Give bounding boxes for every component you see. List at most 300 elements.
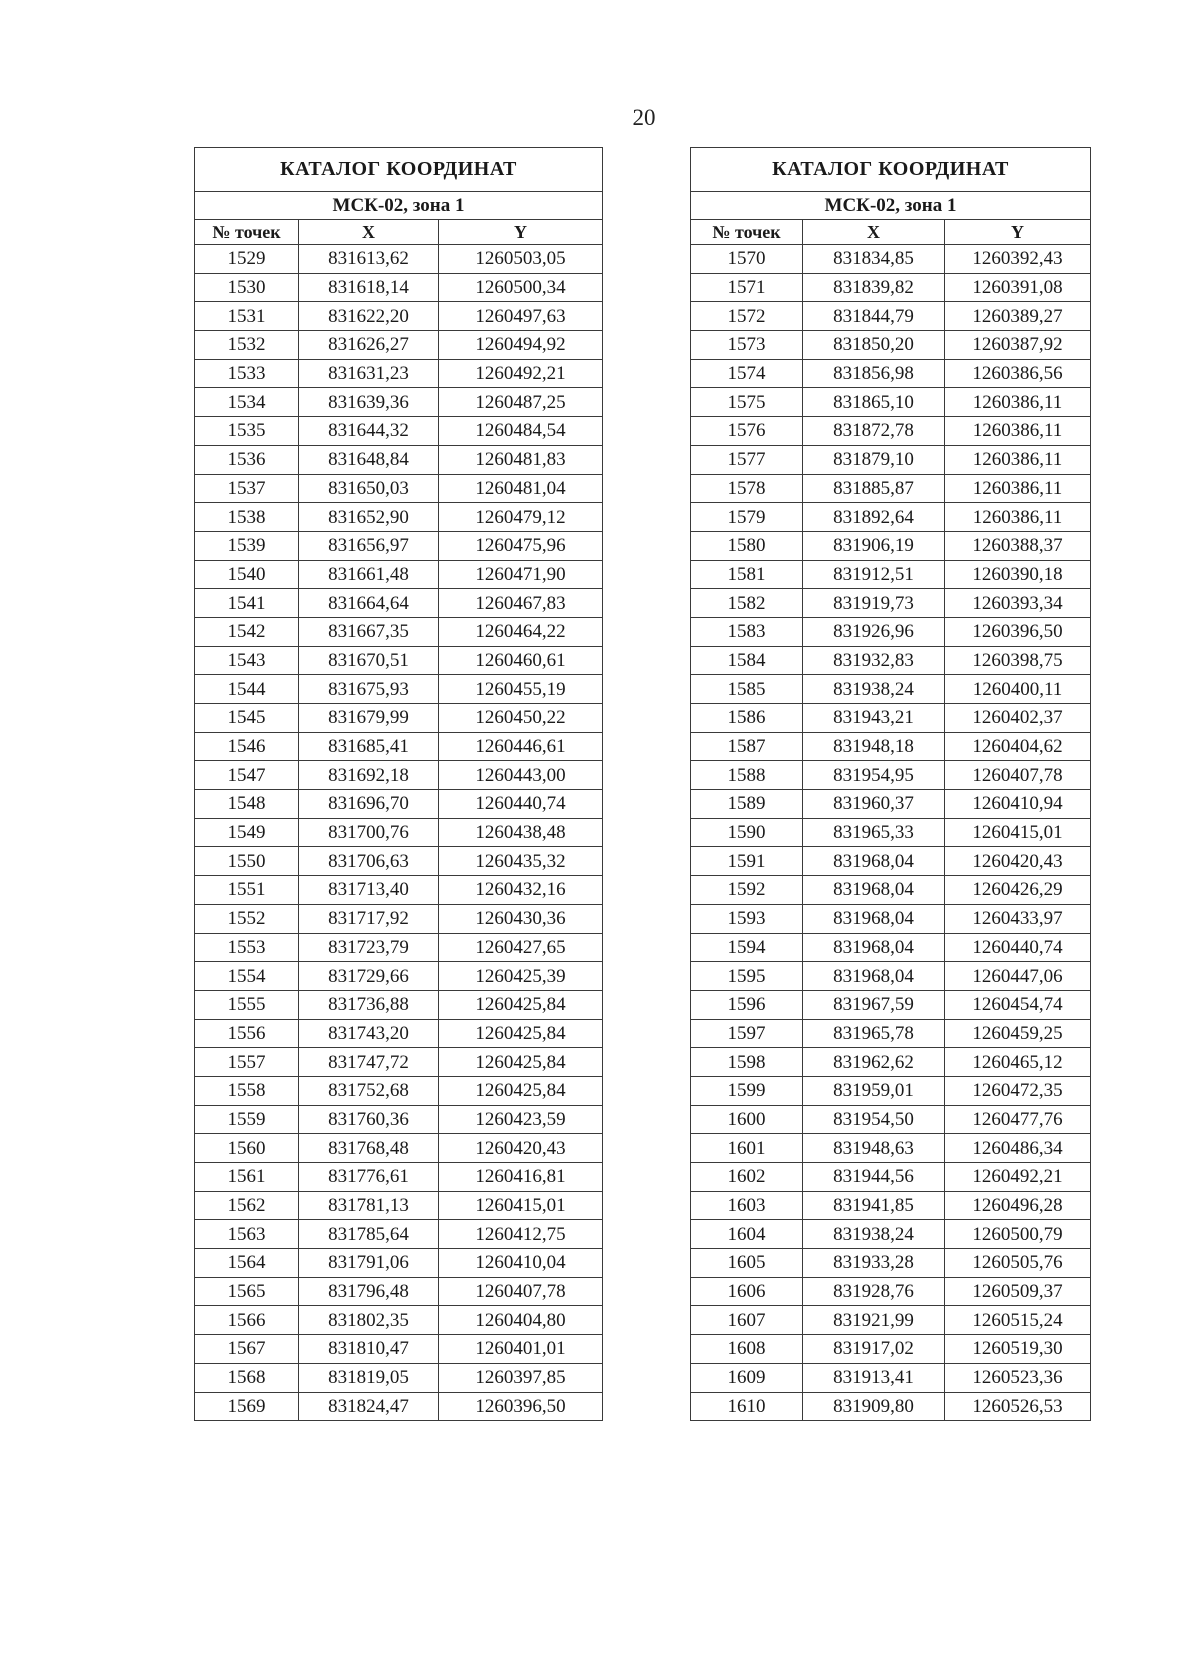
point-number-cell: 1575 [691, 388, 803, 417]
table-row [195, 245, 603, 274]
point-number-cell: 1608 [691, 1335, 803, 1364]
point-number-cell: 1590 [691, 818, 803, 847]
table-row [195, 388, 603, 417]
point-number-cell: 1593 [691, 904, 803, 933]
point-number-cell: 1554 [195, 962, 299, 991]
x-coordinate-cell: 831743,20 [299, 1019, 439, 1048]
point-number-cell: 1596 [691, 990, 803, 1019]
x-coordinate-cell: 831622,20 [299, 302, 439, 331]
point-number-cell: 1577 [691, 445, 803, 474]
x-coordinate-cell: 831865,10 [803, 388, 945, 417]
table-title: КАТАЛОГ КООРДИНАТ [691, 148, 1091, 192]
y-coordinate-cell: 1260400,11 [945, 675, 1091, 704]
point-number-cell: 1533 [195, 359, 299, 388]
y-coordinate-cell: 1260392,43 [945, 245, 1091, 274]
coordinate-catalog-table [194, 147, 603, 1421]
point-number-cell: 1576 [691, 417, 803, 446]
table-row [195, 904, 603, 933]
x-coordinate-cell: 831968,04 [803, 933, 945, 962]
y-coordinate-cell: 1260450,22 [439, 704, 603, 733]
table-row [691, 1134, 1091, 1163]
y-coordinate-cell: 1260500,34 [439, 273, 603, 302]
point-number-cell: 1571 [691, 273, 803, 302]
y-coordinate-cell: 1260391,08 [945, 273, 1091, 302]
y-coordinate-cell: 1260389,27 [945, 302, 1091, 331]
y-coordinate-cell: 1260477,76 [945, 1105, 1091, 1134]
point-number-cell: 1552 [195, 904, 299, 933]
table-title: КАТАЛОГ КООРДИНАТ [195, 148, 603, 192]
table-row [195, 962, 603, 991]
x-coordinate-cell: 831913,41 [803, 1363, 945, 1392]
point-number-cell: 1535 [195, 417, 299, 446]
y-coordinate-cell: 1260410,04 [439, 1249, 603, 1278]
y-coordinate-cell: 1260440,74 [945, 933, 1091, 962]
point-number-cell: 1544 [195, 675, 299, 704]
y-coordinate-cell: 1260438,48 [439, 818, 603, 847]
x-coordinate-cell: 831948,63 [803, 1134, 945, 1163]
x-coordinate-cell: 831926,96 [803, 617, 945, 646]
x-coordinate-cell: 831675,93 [299, 675, 439, 704]
table-row [195, 818, 603, 847]
point-number-cell: 1545 [195, 704, 299, 733]
coordinate-catalog-table [690, 147, 1091, 1421]
y-coordinate-cell: 1260486,34 [945, 1134, 1091, 1163]
x-coordinate-cell: 831661,48 [299, 560, 439, 589]
table-row [691, 1335, 1091, 1364]
y-coordinate-cell: 1260460,61 [439, 646, 603, 675]
point-number-cell: 1543 [195, 646, 299, 675]
table-row [691, 1191, 1091, 1220]
y-coordinate-cell: 1260447,06 [945, 962, 1091, 991]
y-coordinate-cell: 1260472,35 [945, 1076, 1091, 1105]
x-coordinate-cell: 831656,97 [299, 531, 439, 560]
y-coordinate-cell: 1260503,05 [439, 245, 603, 274]
y-coordinate-cell: 1260459,25 [945, 1019, 1091, 1048]
point-number-cell: 1597 [691, 1019, 803, 1048]
table-row [691, 273, 1091, 302]
y-coordinate-cell: 1260496,28 [945, 1191, 1091, 1220]
y-coordinate-cell: 1260500,79 [945, 1220, 1091, 1249]
y-coordinate-cell: 1260390,18 [945, 560, 1091, 589]
table-row [195, 1076, 603, 1105]
y-coordinate-cell: 1260425,84 [439, 1076, 603, 1105]
table-row [691, 646, 1091, 675]
point-number-cell: 1603 [691, 1191, 803, 1220]
y-coordinate-cell: 1260454,74 [945, 990, 1091, 1019]
y-coordinate-cell: 1260425,39 [439, 962, 603, 991]
y-coordinate-cell: 1260487,25 [439, 388, 603, 417]
x-coordinate-cell: 831844,79 [803, 302, 945, 331]
x-coordinate-cell: 831824,47 [299, 1392, 439, 1421]
table-row [195, 876, 603, 905]
point-number-cell: 1558 [195, 1076, 299, 1105]
table-row [195, 560, 603, 589]
table-row [195, 1134, 603, 1163]
point-number-cell: 1585 [691, 675, 803, 704]
x-coordinate-cell: 831921,99 [803, 1306, 945, 1335]
y-coordinate-cell: 1260446,61 [439, 732, 603, 761]
x-coordinate-cell: 831785,64 [299, 1220, 439, 1249]
x-coordinate-cell: 831965,78 [803, 1019, 945, 1048]
point-number-cell: 1600 [691, 1105, 803, 1134]
point-number-cell: 1579 [691, 503, 803, 532]
table-row [195, 1105, 603, 1134]
table-row [195, 1191, 603, 1220]
point-number-cell: 1537 [195, 474, 299, 503]
y-coordinate-cell: 1260386,11 [945, 445, 1091, 474]
x-coordinate-cell: 831768,48 [299, 1134, 439, 1163]
y-coordinate-cell: 1260492,21 [439, 359, 603, 388]
point-number-cell: 1550 [195, 847, 299, 876]
x-coordinate-cell: 831664,64 [299, 589, 439, 618]
x-coordinate-cell: 831713,40 [299, 876, 439, 905]
x-coordinate-cell: 831760,36 [299, 1105, 439, 1134]
point-number-cell: 1557 [195, 1048, 299, 1077]
x-coordinate-cell: 831736,88 [299, 990, 439, 1019]
point-number-cell: 1587 [691, 732, 803, 761]
table-row [195, 1220, 603, 1249]
point-number-cell: 1589 [691, 790, 803, 819]
x-coordinate-cell: 831965,33 [803, 818, 945, 847]
point-number-cell: 1560 [195, 1134, 299, 1163]
x-coordinate-cell: 831650,03 [299, 474, 439, 503]
point-number-cell: 1555 [195, 990, 299, 1019]
y-coordinate-cell: 1260505,76 [945, 1249, 1091, 1278]
x-coordinate-cell: 831917,02 [803, 1335, 945, 1364]
y-coordinate-cell: 1260401,01 [439, 1335, 603, 1364]
point-number-cell: 1598 [691, 1048, 803, 1077]
table-row [691, 704, 1091, 733]
x-coordinate-cell: 831692,18 [299, 761, 439, 790]
y-coordinate-cell: 1260426,29 [945, 876, 1091, 905]
y-coordinate-cell: 1260386,56 [945, 359, 1091, 388]
point-number-cell: 1594 [691, 933, 803, 962]
x-coordinate-cell: 831796,48 [299, 1277, 439, 1306]
table-row [691, 818, 1091, 847]
x-coordinate-cell: 831968,04 [803, 904, 945, 933]
column-header-y: Y [945, 220, 1091, 245]
point-number-cell: 1578 [691, 474, 803, 503]
y-coordinate-cell: 1260467,83 [439, 589, 603, 618]
y-coordinate-cell: 1260519,30 [945, 1335, 1091, 1364]
y-coordinate-cell: 1260497,63 [439, 302, 603, 331]
x-coordinate-cell: 831885,87 [803, 474, 945, 503]
x-coordinate-cell: 831652,90 [299, 503, 439, 532]
point-number-cell: 1548 [195, 790, 299, 819]
x-coordinate-cell: 831943,21 [803, 704, 945, 733]
x-coordinate-cell: 831752,68 [299, 1076, 439, 1105]
table-row [691, 761, 1091, 790]
point-number-cell: 1539 [195, 531, 299, 560]
point-number-cell: 1532 [195, 331, 299, 360]
y-coordinate-cell: 1260415,01 [439, 1191, 603, 1220]
y-coordinate-cell: 1260481,04 [439, 474, 603, 503]
point-number-cell: 1534 [195, 388, 299, 417]
table-row [691, 904, 1091, 933]
point-number-cell: 1584 [691, 646, 803, 675]
point-number-cell: 1595 [691, 962, 803, 991]
y-coordinate-cell: 1260412,75 [439, 1220, 603, 1249]
table-row [195, 331, 603, 360]
y-coordinate-cell: 1260526,53 [945, 1392, 1091, 1421]
table-row [195, 503, 603, 532]
x-coordinate-cell: 831696,70 [299, 790, 439, 819]
y-coordinate-cell: 1260404,62 [945, 732, 1091, 761]
y-coordinate-cell: 1260427,65 [439, 933, 603, 962]
point-number-cell: 1540 [195, 560, 299, 589]
x-coordinate-cell: 831959,01 [803, 1076, 945, 1105]
table-body [691, 245, 1091, 1421]
y-coordinate-cell: 1260425,84 [439, 990, 603, 1019]
table-row [195, 273, 603, 302]
x-coordinate-cell: 831781,13 [299, 1191, 439, 1220]
x-coordinate-cell: 831872,78 [803, 417, 945, 446]
table-row [195, 646, 603, 675]
table-row [691, 417, 1091, 446]
y-coordinate-cell: 1260471,90 [439, 560, 603, 589]
point-number-cell: 1601 [691, 1134, 803, 1163]
x-coordinate-cell: 831644,32 [299, 417, 439, 446]
x-coordinate-cell: 831912,51 [803, 560, 945, 589]
table-row [195, 445, 603, 474]
column-header-point-number: № точек [691, 220, 803, 245]
x-coordinate-cell: 831948,18 [803, 732, 945, 761]
table-row [195, 589, 603, 618]
column-header-point-number: № точек [195, 220, 299, 245]
x-coordinate-cell: 831954,95 [803, 761, 945, 790]
point-number-cell: 1599 [691, 1076, 803, 1105]
x-coordinate-cell: 831960,37 [803, 790, 945, 819]
table-row [691, 302, 1091, 331]
table-row [195, 933, 603, 962]
point-number-cell: 1607 [691, 1306, 803, 1335]
point-number-cell: 1586 [691, 704, 803, 733]
y-coordinate-cell: 1260398,75 [945, 646, 1091, 675]
y-coordinate-cell: 1260420,43 [945, 847, 1091, 876]
table-row [691, 1277, 1091, 1306]
point-number-cell: 1565 [195, 1277, 299, 1306]
point-number-cell: 1567 [195, 1335, 299, 1364]
y-coordinate-cell: 1260492,21 [945, 1163, 1091, 1192]
table-row [195, 1306, 603, 1335]
x-coordinate-cell: 831639,36 [299, 388, 439, 417]
table-row [691, 1220, 1091, 1249]
point-number-cell: 1581 [691, 560, 803, 589]
point-number-cell: 1605 [691, 1249, 803, 1278]
y-coordinate-cell: 1260386,11 [945, 388, 1091, 417]
table-row [195, 1249, 603, 1278]
y-coordinate-cell: 1260430,36 [439, 904, 603, 933]
y-coordinate-cell: 1260388,37 [945, 531, 1091, 560]
table-row [691, 1048, 1091, 1077]
y-coordinate-cell: 1260386,11 [945, 474, 1091, 503]
y-coordinate-cell: 1260433,97 [945, 904, 1091, 933]
coordinate-system-label: МСК-02, зона 1 [195, 192, 603, 220]
x-coordinate-cell: 831856,98 [803, 359, 945, 388]
point-number-cell: 1580 [691, 531, 803, 560]
table-row [691, 359, 1091, 388]
point-number-cell: 1536 [195, 445, 299, 474]
x-coordinate-cell: 831879,10 [803, 445, 945, 474]
table-row [195, 761, 603, 790]
point-number-cell: 1572 [691, 302, 803, 331]
y-coordinate-cell: 1260432,16 [439, 876, 603, 905]
table-row [195, 617, 603, 646]
x-coordinate-cell: 831839,82 [803, 273, 945, 302]
point-number-cell: 1553 [195, 933, 299, 962]
table-row [195, 790, 603, 819]
table-row [195, 1363, 603, 1392]
table-row [691, 531, 1091, 560]
y-coordinate-cell: 1260404,80 [439, 1306, 603, 1335]
x-coordinate-cell: 831618,14 [299, 273, 439, 302]
table-row [691, 990, 1091, 1019]
y-coordinate-cell: 1260386,11 [945, 417, 1091, 446]
point-number-cell: 1563 [195, 1220, 299, 1249]
table-body [195, 245, 603, 1421]
point-number-cell: 1573 [691, 331, 803, 360]
y-coordinate-cell: 1260386,11 [945, 503, 1091, 532]
y-coordinate-cell: 1260393,34 [945, 589, 1091, 618]
table-row [195, 474, 603, 503]
point-number-cell: 1566 [195, 1306, 299, 1335]
table-row [195, 417, 603, 446]
x-coordinate-cell: 831776,61 [299, 1163, 439, 1192]
point-number-cell: 1609 [691, 1363, 803, 1392]
y-coordinate-cell: 1260416,81 [439, 1163, 603, 1192]
x-coordinate-cell: 831626,27 [299, 331, 439, 360]
point-number-cell: 1570 [691, 245, 803, 274]
table-row [691, 1076, 1091, 1105]
point-number-cell: 1604 [691, 1220, 803, 1249]
table-row [691, 847, 1091, 876]
x-coordinate-cell: 831723,79 [299, 933, 439, 962]
table-row [691, 245, 1091, 274]
y-coordinate-cell: 1260425,84 [439, 1048, 603, 1077]
column-header-x: X [299, 220, 439, 245]
table-row [691, 1249, 1091, 1278]
y-coordinate-cell: 1260407,78 [439, 1277, 603, 1306]
x-coordinate-cell: 831700,76 [299, 818, 439, 847]
y-coordinate-cell: 1260455,19 [439, 675, 603, 704]
table-row [195, 732, 603, 761]
y-coordinate-cell: 1260420,43 [439, 1134, 603, 1163]
x-coordinate-cell: 831850,20 [803, 331, 945, 360]
point-number-cell: 1538 [195, 503, 299, 532]
x-coordinate-cell: 831667,35 [299, 617, 439, 646]
y-coordinate-cell: 1260415,01 [945, 818, 1091, 847]
y-coordinate-cell: 1260515,24 [945, 1306, 1091, 1335]
table-row [691, 1019, 1091, 1048]
point-number-cell: 1529 [195, 245, 299, 274]
table-row [195, 1048, 603, 1077]
y-coordinate-cell: 1260443,00 [439, 761, 603, 790]
x-coordinate-cell: 831747,72 [299, 1048, 439, 1077]
point-number-cell: 1574 [691, 359, 803, 388]
table-row [195, 531, 603, 560]
table-row [691, 933, 1091, 962]
y-coordinate-cell: 1260435,32 [439, 847, 603, 876]
table-row [195, 1277, 603, 1306]
table-row [195, 704, 603, 733]
point-number-cell: 1591 [691, 847, 803, 876]
x-coordinate-cell: 831909,80 [803, 1392, 945, 1421]
x-coordinate-cell: 831791,06 [299, 1249, 439, 1278]
table-row [691, 445, 1091, 474]
point-number-cell: 1606 [691, 1277, 803, 1306]
x-coordinate-cell: 831938,24 [803, 675, 945, 704]
x-coordinate-cell: 831834,85 [803, 245, 945, 274]
x-coordinate-cell: 831968,04 [803, 962, 945, 991]
table-row [195, 1335, 603, 1364]
table-row [195, 1019, 603, 1048]
point-number-cell: 1562 [195, 1191, 299, 1220]
table-row [195, 302, 603, 331]
x-coordinate-cell: 831717,92 [299, 904, 439, 933]
y-coordinate-cell: 1260440,74 [439, 790, 603, 819]
x-coordinate-cell: 831648,84 [299, 445, 439, 474]
x-coordinate-cell: 831679,99 [299, 704, 439, 733]
y-coordinate-cell: 1260475,96 [439, 531, 603, 560]
table-row [195, 675, 603, 704]
table-row [691, 675, 1091, 704]
point-number-cell: 1541 [195, 589, 299, 618]
y-coordinate-cell: 1260423,59 [439, 1105, 603, 1134]
point-number-cell: 1530 [195, 273, 299, 302]
x-coordinate-cell: 831944,56 [803, 1163, 945, 1192]
y-coordinate-cell: 1260484,54 [439, 417, 603, 446]
point-number-cell: 1610 [691, 1392, 803, 1421]
table-row [195, 990, 603, 1019]
table-row [691, 1392, 1091, 1421]
table-row [195, 847, 603, 876]
point-number-cell: 1602 [691, 1163, 803, 1192]
point-number-cell: 1547 [195, 761, 299, 790]
table-row [691, 388, 1091, 417]
x-coordinate-cell: 831631,23 [299, 359, 439, 388]
table-row [691, 732, 1091, 761]
y-coordinate-cell: 1260465,12 [945, 1048, 1091, 1077]
x-coordinate-cell: 831706,63 [299, 847, 439, 876]
table-row [195, 1392, 603, 1421]
table-row [691, 474, 1091, 503]
table-row [691, 617, 1091, 646]
y-coordinate-cell: 1260396,50 [945, 617, 1091, 646]
y-coordinate-cell: 1260407,78 [945, 761, 1091, 790]
x-coordinate-cell: 831941,85 [803, 1191, 945, 1220]
table-row [691, 503, 1091, 532]
point-number-cell: 1549 [195, 818, 299, 847]
y-coordinate-cell: 1260387,92 [945, 331, 1091, 360]
x-coordinate-cell: 831729,66 [299, 962, 439, 991]
x-coordinate-cell: 831802,35 [299, 1306, 439, 1335]
x-coordinate-cell: 831919,73 [803, 589, 945, 618]
point-number-cell: 1542 [195, 617, 299, 646]
table-row [691, 560, 1091, 589]
y-coordinate-cell: 1260402,37 [945, 704, 1091, 733]
point-number-cell: 1583 [691, 617, 803, 646]
y-coordinate-cell: 1260464,22 [439, 617, 603, 646]
point-number-cell: 1569 [195, 1392, 299, 1421]
point-number-cell: 1592 [691, 876, 803, 905]
table-row [691, 1105, 1091, 1134]
point-number-cell: 1531 [195, 302, 299, 331]
column-header-x: X [803, 220, 945, 245]
x-coordinate-cell: 831968,04 [803, 847, 945, 876]
y-coordinate-cell: 1260425,84 [439, 1019, 603, 1048]
x-coordinate-cell: 831962,62 [803, 1048, 945, 1077]
x-coordinate-cell: 831892,64 [803, 503, 945, 532]
